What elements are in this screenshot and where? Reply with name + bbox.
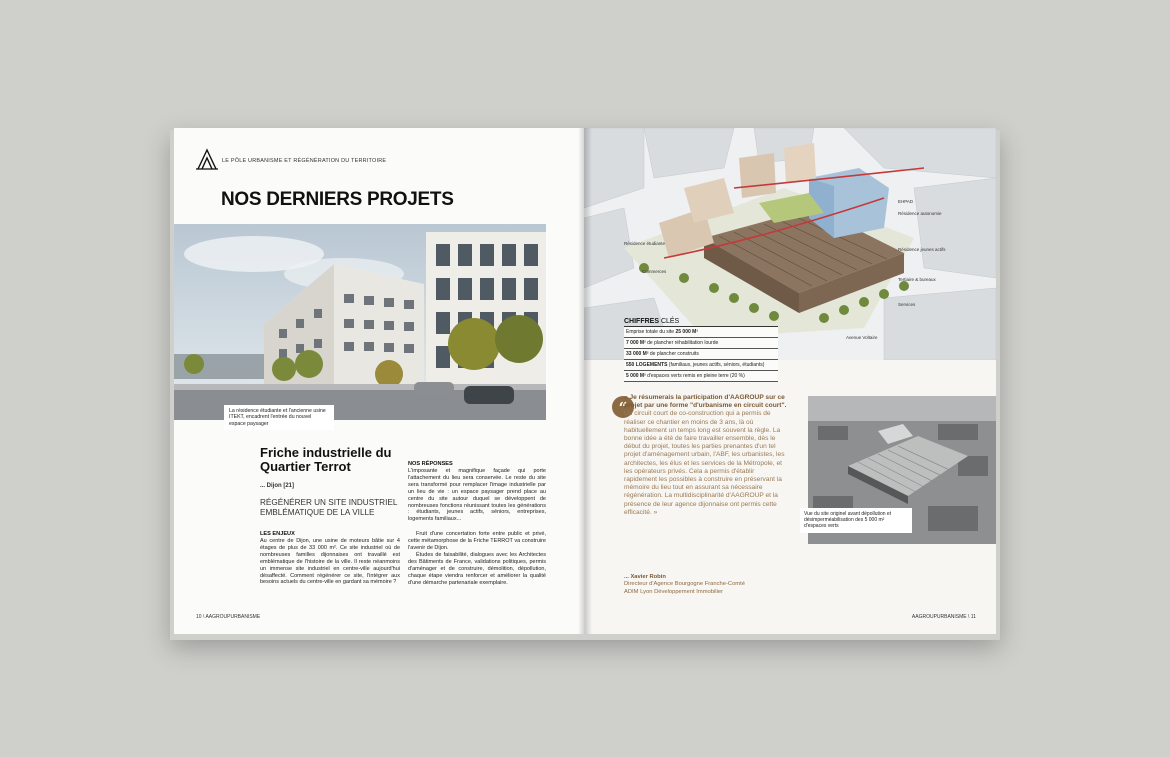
photo-caption: La résidence étudiante et l'ancienne usine ITEKT, encadrent l'entrée du nouvel espace paysager: [224, 405, 334, 430]
enjeux-heading: LES ENJEUX: [260, 531, 295, 537]
map-label-residence-jeunes: Résidence jeunes actifs: [898, 247, 946, 252]
project-subtitle: RÉGÉNÉRER UN SITE INDUSTRIEL EMBLÉMATIQUE DE LA VILLE: [260, 498, 398, 517]
reponses-text-1: L'imposante et magnifique façade qui porte l'attachement du lieu sera conservée. Le reste du site sera transformé pour remplacer l'image industrielle par un lieu de vie : un espace paysager prend place au centre du site autour duquel se développent de nombreuses fonctions réunissant toutes les générations : étudiants, jeunes actifs, séniors, entreprises, logements familiaux...: [408, 468, 546, 523]
left-folio: 10 \ AAGROUPURBANISME: [196, 614, 261, 620]
right-page: [584, 128, 996, 634]
reponses-text-2: Fruit d'une concertation forte entre public et privé, cette métamorphose de la Friche TERROT va construire l'avenir de Dijon.: [408, 531, 546, 551]
book-gutter: [578, 128, 592, 634]
map-label-commerces: Commerces: [642, 269, 667, 274]
project-title: Friche industrielle du Quartier Terrot: [260, 445, 392, 474]
testimonial-quote: « Je résumerais la participation d'AAGROUP sur ce projet par une forme "d'urbanisme en circuit court". Un circuit court de co-construction qui a permis de réaliser ce chantier en moins de 3 ans, là où habituellement un temps long est souvent la règle. La bonne idée a été de faire travailler ensemble, dès le début du projet, toutes les parties prenantes d'un tel projet d'aménagement urbain, l'ABF, les urbanistes, les architectes, les élus et les services de la Métropole, et les opérateurs privés. Cela a permis d'établir rapidement les possibles à construire en préservant la mémoire du lieu tout en assurant sa nécessaire régénération. La multidisciplinarité d'AAGROUP et la présence de leur agence dijonnaise ont permis cette efficacité. »: [624, 394, 787, 516]
quote-icon: “: [612, 396, 634, 418]
enjeux-text: Au centre de Dijon, une usine de moteurs bâtie sur 4 étages de plus de 33 000 m². Ce site industriel où de nombreuses familles dijonnaises ont travaillé est emblématique de l'histoire de la ville. Il reste néanmoins un immense site industriel en centre-ville aujourd'hui désaffecté. Comment régénérer ce site, l'intégrer aux besoins actuels du centre-ville en gardant sa mémoire ?: [260, 538, 400, 586]
key-figures-title: CHIFFRES CLÉS: [624, 318, 778, 327]
section-label: LE PÔLE URBANISME ET RÉGÉNÉRATION DU TERRITOIRE: [222, 158, 387, 164]
map-label-residence-autonomie: Résidence autonomie: [898, 211, 942, 216]
aagroup-logo-icon: [196, 148, 218, 170]
author-company: ADIM Lyon Développement Immobilier: [624, 588, 724, 595]
testimonial-author: [624, 574, 745, 596]
map-label-residence-etudiante: Résidence étudiante: [624, 241, 666, 246]
map-label-tertiaire: Tertiaire & bureaux: [898, 277, 936, 282]
key-figure-row: 7 000 M² de plancher réhabilitation lourde: [624, 338, 778, 349]
reponses-heading: NOS RÉPONSES: [408, 461, 453, 467]
left-page: [174, 128, 584, 634]
map-label-services: Services: [898, 302, 916, 307]
right-folio: AAGROUPURBANISME \ 11: [911, 614, 976, 620]
key-figure-row: Emprise totale du site 25 000 M²: [624, 327, 778, 338]
map-label-ehpad: EHPAD: [898, 199, 914, 204]
page-title: NOS DERNIERS PROJETS: [221, 189, 454, 210]
project-location: ... Dijon [21]: [260, 483, 295, 489]
building-render-photo: [174, 224, 546, 420]
aerial-photo-caption: Vue du site originel avant dépollution et désimperméabilisation des 5 000 m² d'espaces verts: [800, 508, 912, 533]
key-figure-row: 5 000 M² d'espaces verts remis en pleine terre (20 %): [624, 371, 778, 382]
key-figures-box: [624, 318, 778, 382]
key-figure-row: 550 LOGEMENTS (familiaux, jeunes actifs, séniors, étudiants): [624, 360, 778, 371]
map-label-avenue: Avenue Voltaire: [846, 335, 878, 340]
key-figure-row: 33 000 M² de plancher construits: [624, 349, 778, 360]
reponses-text-3: Études de faisabilité, dialogues avec les Architectes des Bâtiments de France, validations politiques, permis d'aménager et de construire, démolition, dépollution, chaque étape viendra renforcer et améliorer la qualité d'une démarche partenariale exemplaire.: [408, 552, 546, 586]
author-name: ... Xavier Robin: [624, 574, 666, 580]
author-role: Directeur d'Agence Bourgogne Franche-Comté: [624, 581, 745, 588]
